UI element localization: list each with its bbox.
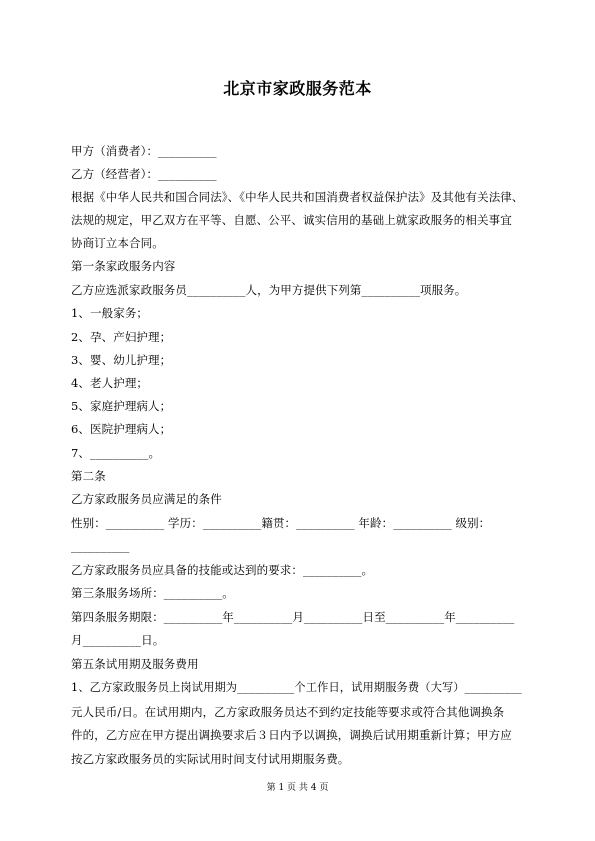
article-5-para-line-1: 1、乙方家政服务员上岗试用期为__________个工作日，试用期服务费（大写）__________ (71, 681, 522, 694)
article-4-line-cont: 月__________日。 (71, 633, 165, 647)
service-item-1: 1、一般家务； (71, 306, 149, 320)
article-5-para-line-2: 元人民币/日。在试用期内，乙方家政服务员达不到约定技能等要求或符合其他调换条 (71, 705, 505, 719)
service-item-2: 2、孕、产妇护理； (71, 330, 172, 344)
service-item-4: 4、老人护理； (71, 376, 149, 390)
article-2-heading: 第二条 (71, 469, 106, 483)
party-b-line: 乙方（经营者）：__________ (71, 167, 217, 181)
preamble-line-2: 法规的规定，甲乙双方在平等、自愿、公平、诚实信用的基础上就家政服务的相关事宜 (71, 213, 512, 227)
party-a-line: 甲方（消费者）：__________ (71, 144, 217, 158)
preamble-line-1: 根据《中华人民共和国合同法》、《中华人民共和国消费者权益保护法》及其他有关法律、 (71, 190, 524, 204)
page-number-footer: 第 1 页 共 4 页 (266, 783, 329, 793)
article-1-heading: 第一条家政服务内容 (71, 259, 176, 273)
article-4-line: 第四条服务期限：__________年__________月__________日至__________年__________ (71, 610, 515, 624)
document-title: 北京市家政服务范本 (223, 79, 372, 98)
article-5-para-line-3: 件的，乙方应在甲方提出调换要求后３日内予以调换，调换后试用期重新计算；甲方应 (71, 728, 512, 742)
article-5-para-line-4: 按乙方家政服务员的实际试用时间支付试用期服务费。 (71, 752, 350, 766)
article-5-heading: 第五条试用期及服务费用 (71, 657, 199, 671)
service-item-5: 5、家庭护理病人； (71, 399, 172, 413)
conditions-line: 性别：__________ 学历：__________籍贯：__________ 年龄：__________ 级别： (71, 516, 491, 530)
service-item-6: 6、医院护理病人； (71, 422, 172, 436)
service-item-3: 3、婴、幼儿护理； (71, 353, 172, 367)
article-2-subheading: 乙方家政服务员应满足的条件 (71, 492, 222, 506)
preamble-line-3: 协商订立本合同。 (71, 236, 164, 250)
skills-requirement-line: 乙方家政服务员应具备的技能或达到的要求：__________。 (71, 563, 374, 577)
article-1-text: 乙方应选派家政服务员__________人，为甲方提供下列第__________项服务。 (71, 283, 467, 297)
conditions-line-cont: __________ (71, 539, 130, 553)
service-item-7: 7、__________。 (71, 446, 161, 460)
article-3-line: 第三条服务场所：__________。 (71, 586, 234, 600)
